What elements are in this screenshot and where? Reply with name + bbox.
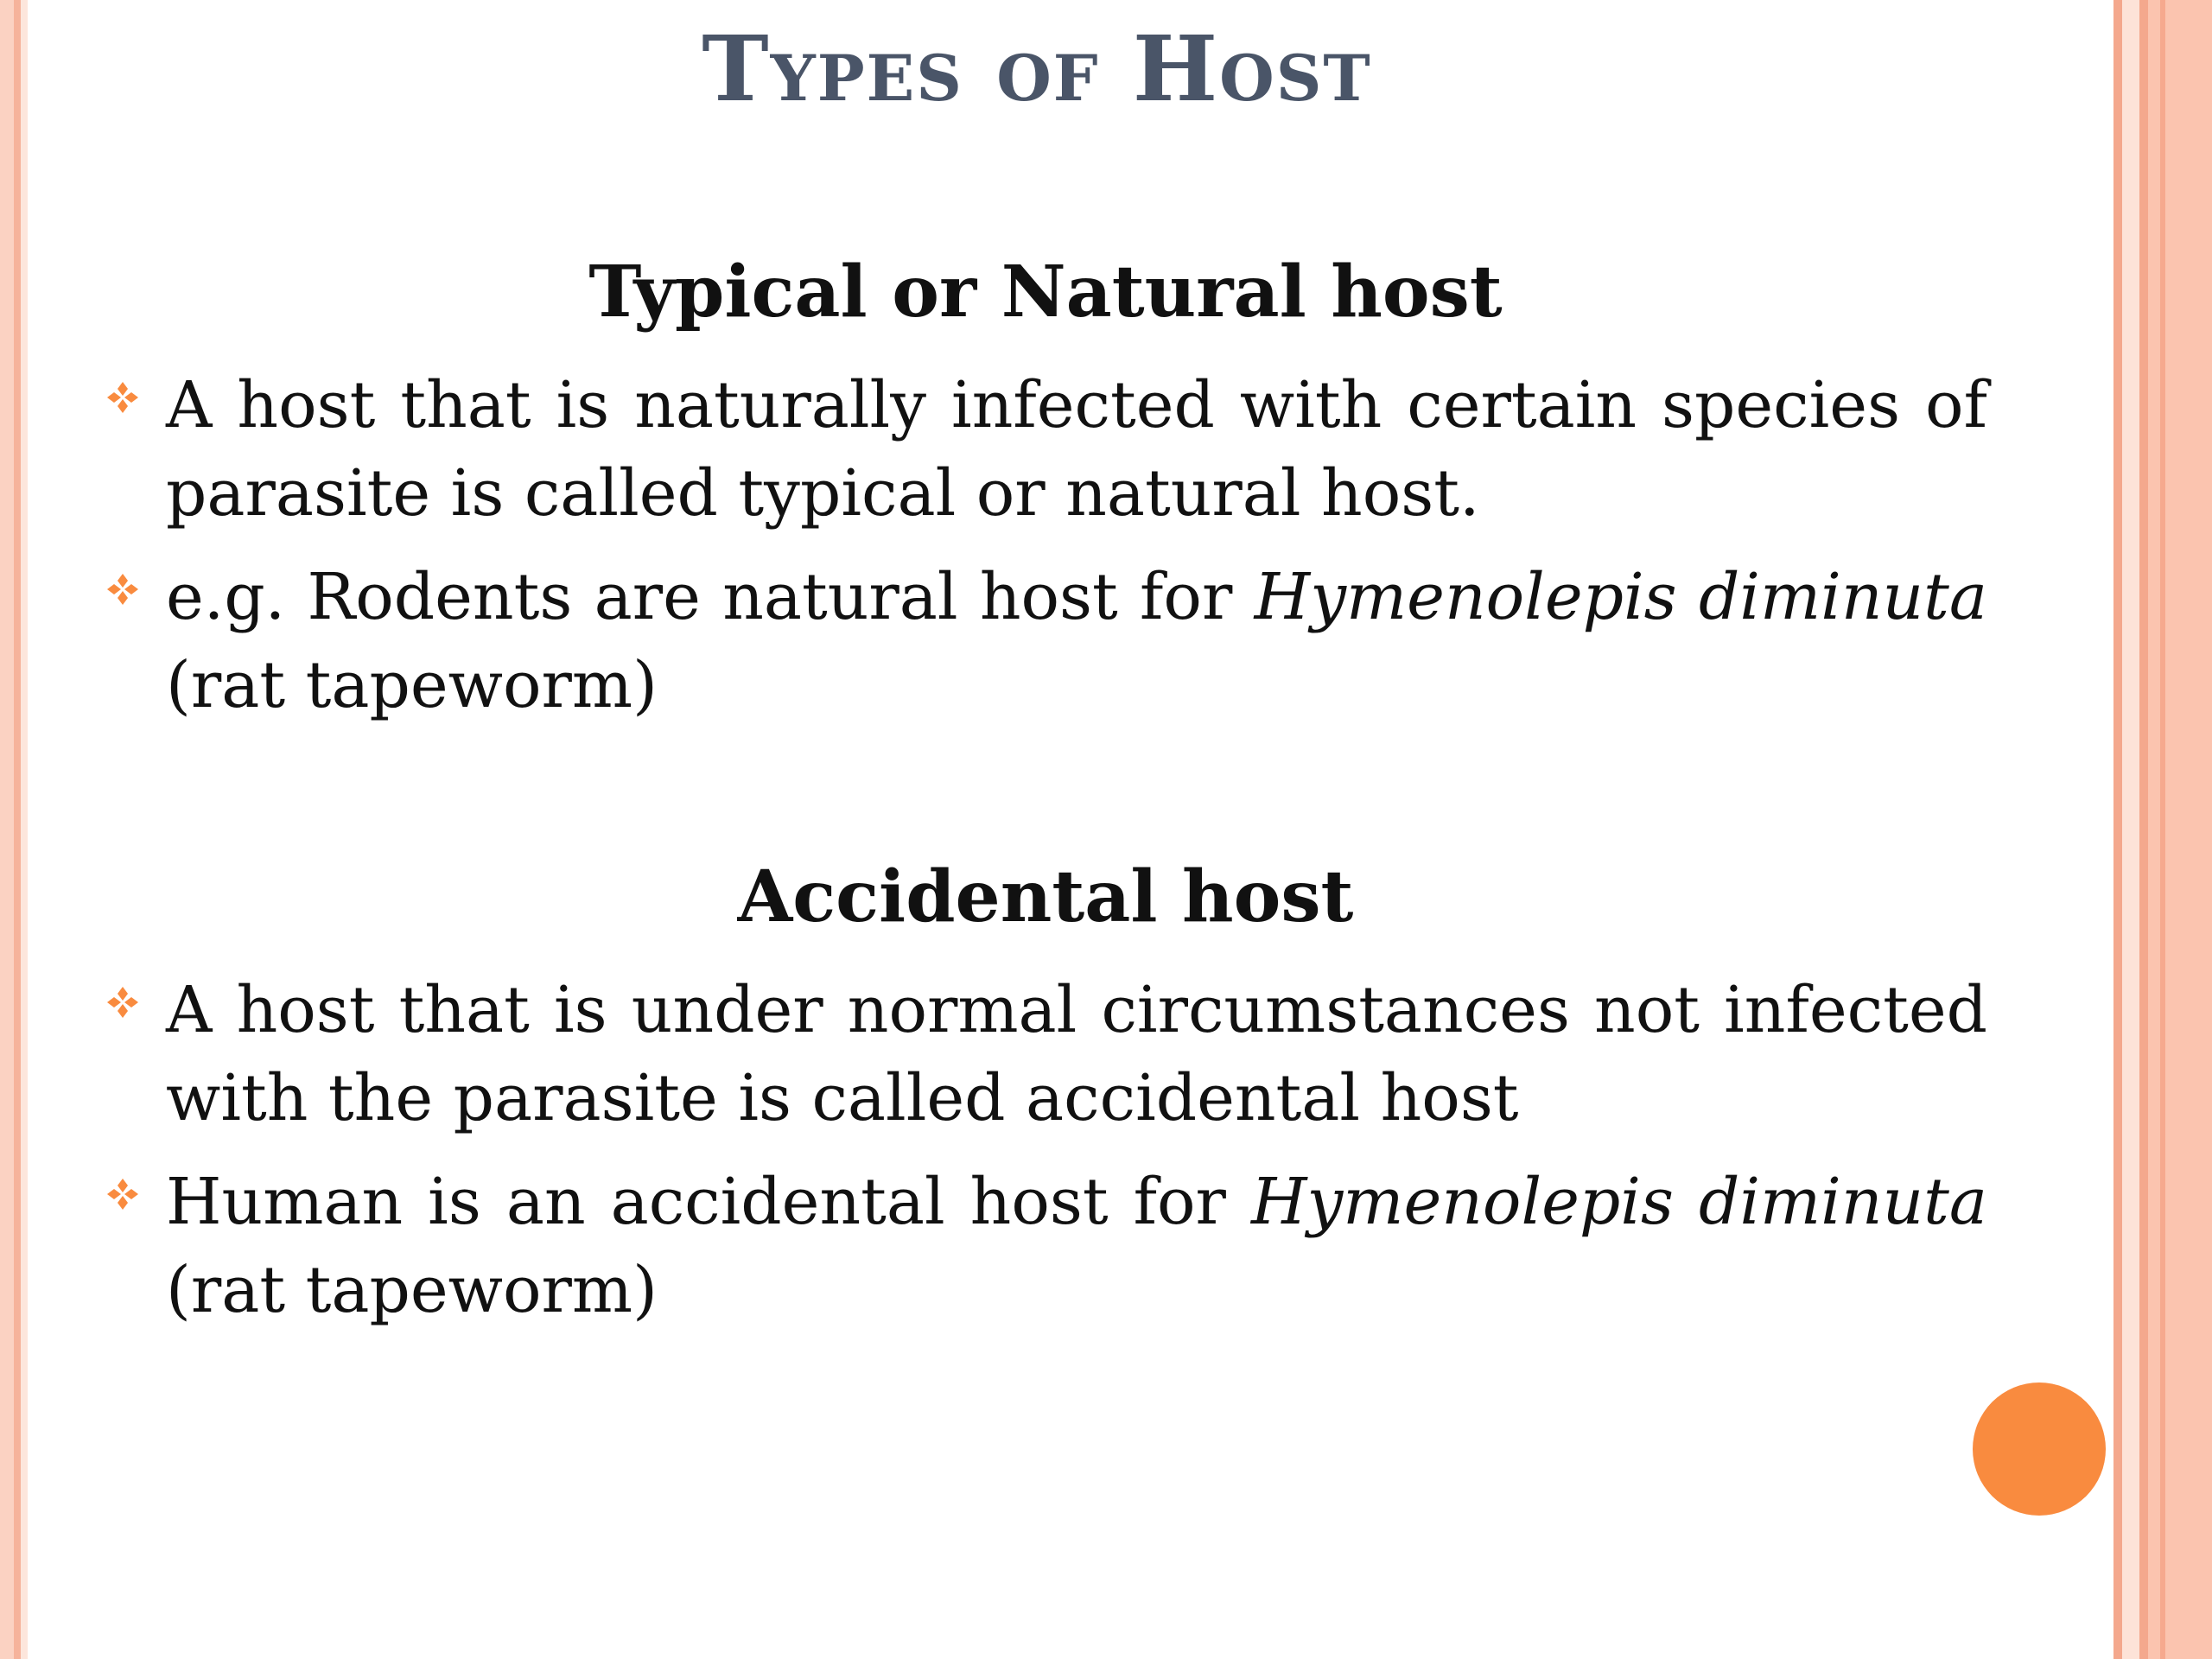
slide-title: Types of Host — [702, 16, 1372, 122]
section-heading-natural-host: Typical or Natural host — [588, 251, 1503, 334]
bullet-text — [166, 553, 1987, 729]
four-diamond-bullet-icon — [104, 983, 142, 1021]
right-border-band — [2148, 0, 2212, 1659]
left-border-stripe-accent — [14, 0, 21, 1659]
bullet-text-prefix: e.g. Rodents are natural host for — [166, 560, 1255, 634]
bullet-item — [104, 966, 1987, 1142]
bullet-item — [104, 1158, 1987, 1334]
four-diamond-bullet-icon — [104, 570, 142, 608]
four-diamond-bullet-icon — [104, 1175, 142, 1213]
section-heading-accidental-host: Accidental host — [737, 855, 1354, 938]
left-border-stripe-light — [21, 0, 28, 1659]
species-name: Hymenolepis diminuta — [1250, 1165, 1988, 1239]
bullet-text-suffix: (rat tapeworm) — [166, 1253, 658, 1327]
right-border-stripe — [2122, 0, 2139, 1659]
bullet-text-suffix: (rat tapeworm) — [166, 648, 658, 722]
species-name: Hymenolepis diminuta — [1254, 560, 1987, 634]
bullet-text-prefix: Human is an accidental host for — [166, 1165, 1251, 1239]
right-border-stripe — [2113, 0, 2122, 1659]
right-border-stripe — [2160, 0, 2165, 1659]
four-diamond-bullet-icon — [104, 378, 142, 416]
bullet-item — [104, 361, 1987, 537]
bullet-text: A host that is naturally infected with certain species of parasite is called typical or natural host. — [166, 368, 1987, 531]
decorative-orange-circle — [1973, 1382, 2106, 1516]
bullet-text: A host that is under normal circumstances not infected with the parasite is called accidental host — [166, 973, 1987, 1135]
right-border-stripe — [2139, 0, 2148, 1659]
bullet-item — [104, 553, 1987, 729]
bullet-text — [166, 1158, 1987, 1334]
left-border-stripe — [0, 0, 14, 1659]
